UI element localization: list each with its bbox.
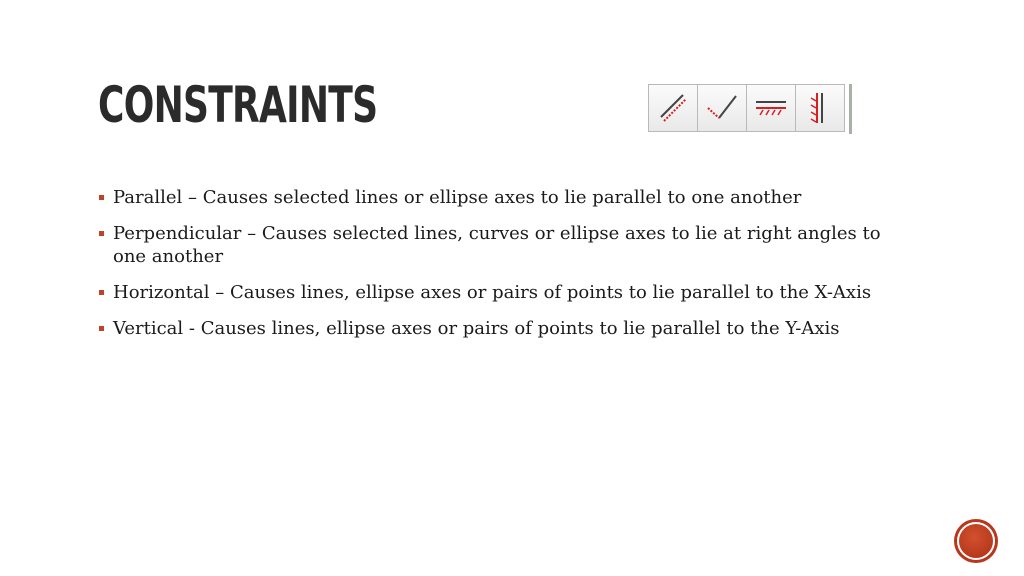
parallel-constraint-icon <box>655 90 691 126</box>
horizontal-constraint-icon <box>753 90 789 126</box>
perpendicular-constraint-icon <box>704 90 740 126</box>
bullet-perpendicular: Perpendicular – Causes selected lines, curves or ellipse axes to lie at right angles to one another <box>98 222 888 268</box>
vertical-constraint-button[interactable] <box>795 84 845 132</box>
horizontal-constraint-button[interactable] <box>746 84 796 132</box>
bullet-list <box>98 186 888 353</box>
perpendicular-constraint-button[interactable] <box>697 84 747 132</box>
slide-title: CONSTRAINTS <box>98 76 378 134</box>
bullet-parallel: Parallel – Causes selected lines or ellipse axes to lie parallel to one another <box>98 186 888 209</box>
constraint-toolbar <box>648 84 852 134</box>
bullet-horizontal: Horizontal – Causes lines, ellipse axes or pairs of points to lie parallel to the X-Axis <box>98 281 888 304</box>
vertical-constraint-icon <box>802 90 838 126</box>
toolbar-edge <box>849 84 852 134</box>
bullet-vertical: Vertical - Causes lines, ellipse axes or pairs of points to lie parallel to the Y-Axis <box>98 317 888 340</box>
slide-nav-button[interactable] <box>957 522 995 560</box>
parallel-constraint-button[interactable] <box>648 84 698 132</box>
